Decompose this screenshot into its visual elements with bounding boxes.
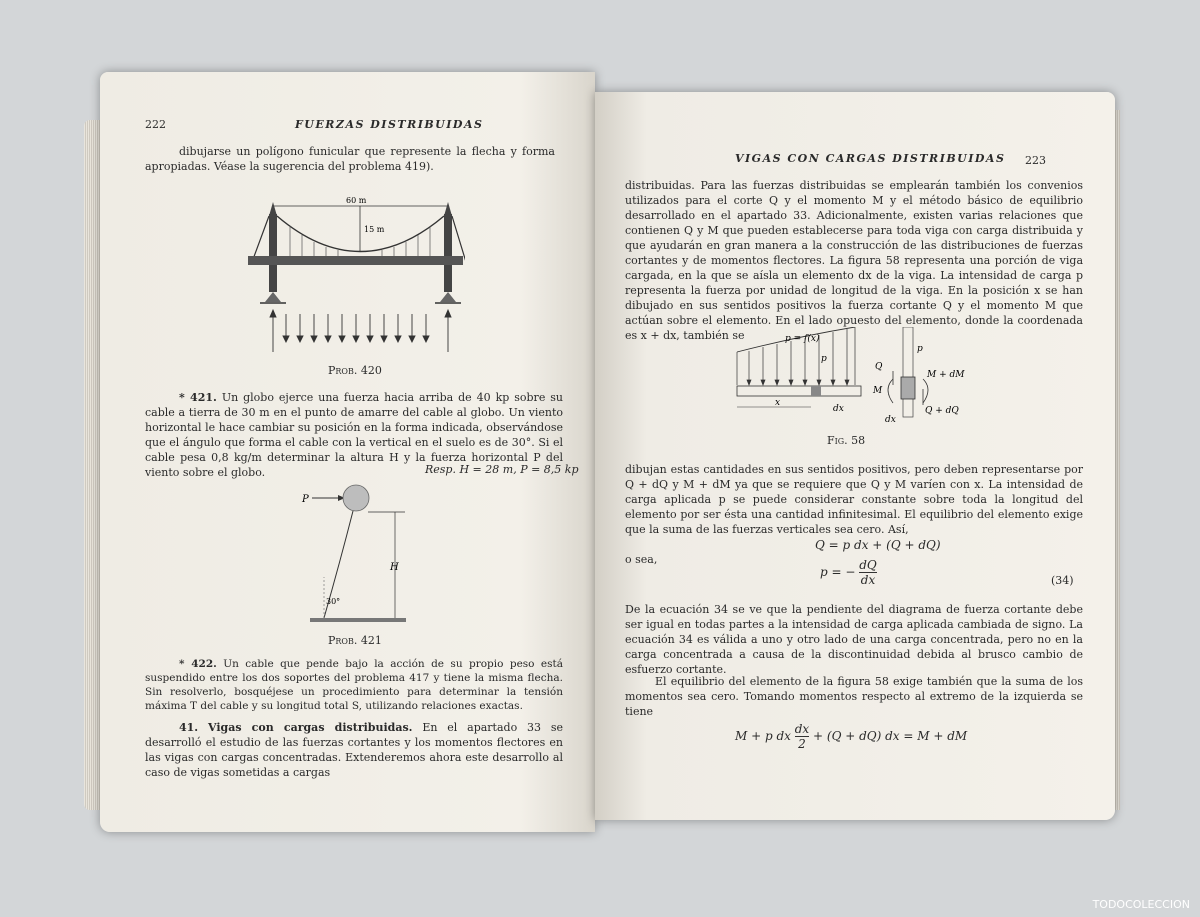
element-dx-label: dx: [885, 415, 896, 425]
equation-moment-denominator: 2: [798, 737, 806, 751]
prob-420-figure: [240, 192, 465, 357]
right-page: [595, 92, 1115, 820]
prob-422-number: * 422.: [179, 658, 217, 670]
equation-34-denominator: dx: [860, 573, 876, 587]
wind-force-label: P: [302, 494, 309, 505]
shear-qdq-label: Q + dQ: [925, 406, 959, 416]
prob-421-number: * 421.: [179, 391, 217, 404]
right-page-header: VIGAS CON CARGAS DISTRIBUIDAS: [735, 152, 1006, 165]
prob-421-answer: Resp. H = 28 m, P = 8,5 kp: [425, 463, 579, 476]
section-41-body: En el apartado 33 se desarrolló el estudio de las fuerzas cortantes y los momentos flectores en las vigas con cargas concentradas. Extenderemos ahora este desarrollo al caso de vigas sometidas a cargas: [145, 721, 564, 779]
left-page-number: 222: [145, 118, 166, 131]
shear-q-label: Q: [875, 362, 883, 372]
sag-label: 15 m: [364, 225, 385, 234]
equation-34-number: (34): [1051, 574, 1074, 587]
equation-moment-b: + (Q + dQ) dx = M + dM: [813, 729, 968, 743]
equation-34-fraction: [859, 558, 877, 587]
equation-moment-a: M + p dx: [735, 729, 791, 743]
prob-421-caption: Prob. 421: [328, 634, 382, 647]
load-function-label: p = f(x): [785, 334, 820, 344]
equation-moment: [735, 722, 967, 751]
right-paragraph-3: De la ecuación 34 se ve que la pendiente del diagrama de fuerza cortante debe ser igual en todas partes a la intensidad de carga aplicada cambiada de signo. La ecuación 34 es válida a uno y otro lado de una carga concentrada, pero no en la carga concentrada a causa de la discontinuidad debida al brusco cambio de esfuerzo cortante.: [625, 603, 1083, 676]
angle-label: 30°: [326, 597, 341, 606]
fig-58-figure: [735, 327, 1005, 432]
equation-shear: Q = p dx + (Q + dQ): [815, 538, 941, 552]
section-41-number: 41.: [179, 721, 199, 734]
right-page-number: 223: [1025, 154, 1046, 167]
prob-420-caption: Prob. 420: [328, 364, 382, 377]
equation-34-numerator: dQ: [859, 558, 877, 572]
moment-m-label: M: [873, 386, 883, 396]
section-41-text: [145, 720, 563, 780]
left-intro-text: dibujarse un polígono funicular que represente la flecha y forma apropiadas. Véase la sugerencia del problema 419).: [145, 145, 555, 173]
o-sea-text: o sea,: [625, 553, 658, 566]
position-label: x: [775, 398, 781, 408]
left-page-header: FUERZAS DISTRIBUIDAS: [295, 118, 484, 131]
section-41-title: Vigas con cargas distribuidas.: [207, 721, 413, 734]
height-label: H: [390, 562, 399, 573]
element-length-label: dx: [833, 404, 844, 414]
watermark: TODOCOLECCION: [1092, 898, 1190, 911]
prob-422-body: Un cable que pende bajo la acción de su propio peso está suspendido entre los dos soportes del problema 417 y tiene la misma flecha. Sin resolverlo, bosquéjese un procedimiento para determinar la tensión máxima T del cable y su longitud total S, utilizando relaciones exactas.: [145, 658, 563, 712]
left-page: [100, 72, 595, 832]
equation-34-left: p = −: [820, 565, 856, 579]
prob-422-text: [145, 657, 563, 713]
intensity-label: p: [821, 354, 827, 364]
right-paragraph-2: dibujan estas cantidades en sus sentidos positivos, pero deben representarse por Q + dQ y M + dM ya que se requiere que Q y M varíen con x. La intensidad de carga aplicada p se puede considerar constante sobre toda la longitud del elemento por ser ésta una cantidad infinitesimal. El equilibrio del elemento exige que la suma de las fuerzas verticales sea cero. Así,: [625, 463, 1083, 536]
element-load-label: p: [917, 344, 923, 354]
moment-mdm-label: M + dM: [927, 370, 965, 380]
right-paragraph-4: El equilibrio del elemento de la figura 58 exige también que la suma de los momentos sea cero. Tomando momentos respecto al extremo de la izquierda se tiene: [625, 675, 1083, 718]
prob-421-body: Un globo ejerce una fuerza hacia arriba de 40 kp sobre su cable a tierra de 30 m en el punto de amarre del cable al globo. Un viento horizontal le hace cambiar su posición en la forma indicada, observándose que el ángulo que forma el cable con la vertical en el suelo es de 30°. Si el cable pesa 0,8 kg/m determinar la altura H y la fuerza horizontal P del viento sobre el globo.: [145, 391, 564, 479]
fig-58-caption: Fig. 58: [827, 434, 866, 447]
equation-34: [820, 558, 877, 587]
equation-moment-fraction: [795, 722, 809, 751]
equation-moment-numerator: dx: [794, 722, 810, 736]
right-paragraph-1: distribuidas. Para las fuerzas distribuidas se emplearán también los convenios utilizados para el corte Q y el momento M y el método básico de equilibrio desarrollado en el apartado 33. Adicionalmente, existen varias relaciones que contienen Q y M que pueden establecerse para toda viga con carga distribuida y que ayudarán en gran manera a la construcción de las distribuciones de fuerzas cortantes y de momentos flectores. La figura 58 representa una porción de viga cargada, en la que se aísla un elemento dx de la viga. La intensidad de carga p representa la fuerza por unidad de longitud de la viga. En la posición x se han dibujado en sus sentidos positivos la fuerza cortante Q y el momento M que actúan sobre el elemento. En el lado opuesto del elemento, donde la coordenada es x + dx, también se: [625, 179, 1083, 342]
span-label: 60 m: [346, 196, 367, 205]
prob-421-figure: [290, 482, 440, 637]
